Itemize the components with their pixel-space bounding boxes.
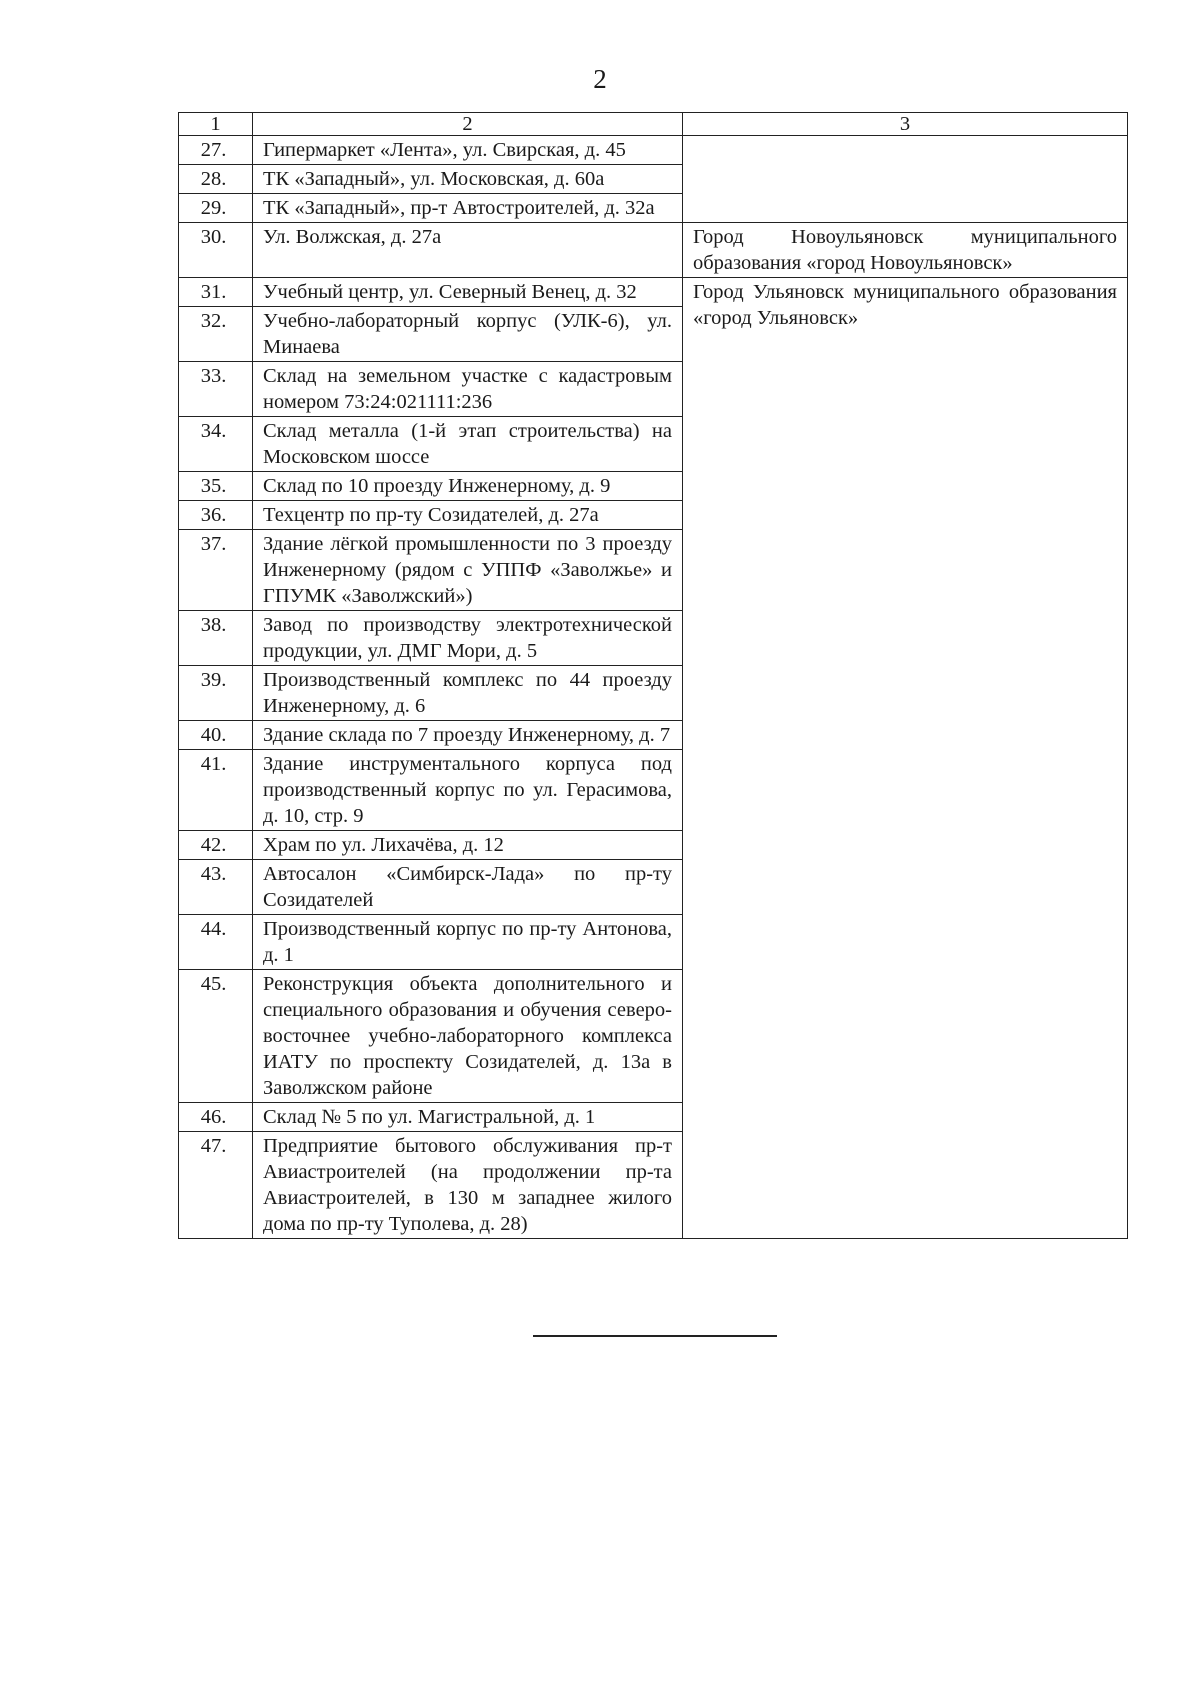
table-header-row	[179, 113, 1128, 136]
table-row	[179, 136, 1128, 165]
object-name: Реконструкция объекта дополнительного и специального образования и обучения северо-восточнее учебно-лабораторного комплекса ИАТУ по проспекту Созидателей, д. 13а в Заволжском районе	[253, 970, 683, 1103]
row-number: 46.	[179, 1103, 253, 1132]
object-name: Предприятие бытового обслуживания пр-т Авиастроителей (на продолжении пр-та Авиастроителей, в 130 м западнее жилого дома по пр-ту Туполева, д. 28)	[253, 1132, 683, 1239]
row-number: 29.	[179, 194, 253, 223]
row-number: 35.	[179, 472, 253, 501]
object-name: ТК «Западный», пр-т Автостроителей, д. 32а	[253, 194, 683, 223]
table-row	[179, 278, 1128, 307]
row-number: 44.	[179, 915, 253, 970]
objects-table	[178, 112, 1128, 1239]
row-number: 30.	[179, 223, 253, 278]
row-number: 37.	[179, 530, 253, 611]
row-number: 28.	[179, 165, 253, 194]
municipality-cell-empty	[683, 136, 1128, 223]
object-name: Техцентр по пр-ту Созидателей, д. 27а	[253, 501, 683, 530]
row-number: 40.	[179, 721, 253, 750]
object-name: Учебно-лабораторный корпус (УЛК-6), ул. Минаева	[253, 307, 683, 362]
object-name: Храм по ул. Лихачёва, д. 12	[253, 831, 683, 860]
row-number: 41.	[179, 750, 253, 831]
end-of-document-rule	[533, 1335, 777, 1337]
object-name: Здание инструментального корпуса под производственный корпус по ул. Герасимова, д. 10, стр. 9	[253, 750, 683, 831]
header-cell-3: 3	[683, 113, 1128, 136]
object-name: Производственный комплекс по 44 проезду Инженерному, д. 6	[253, 666, 683, 721]
municipality-cell-novoulyanovsk: Город Новоульяновск муниципального образования «город Новоульяновск»	[683, 223, 1128, 278]
object-name: Автосалон «Симбирск-Лада» по пр-ту Созидателей	[253, 860, 683, 915]
object-name: Учебный центр, ул. Северный Венец, д. 32	[253, 278, 683, 307]
row-number: 32.	[179, 307, 253, 362]
object-name: Склад № 5 по ул. Магистральной, д. 1	[253, 1103, 683, 1132]
row-number: 45.	[179, 970, 253, 1103]
row-number: 33.	[179, 362, 253, 417]
object-name: Производственный корпус по пр-ту Антонова, д. 1	[253, 915, 683, 970]
row-number: 34.	[179, 417, 253, 472]
object-name: ТК «Западный», ул. Московская, д. 60а	[253, 165, 683, 194]
object-name: Ул. Волжская, д. 27а	[253, 223, 683, 278]
row-number: 31.	[179, 278, 253, 307]
table-row	[179, 223, 1128, 278]
object-name: Склад на земельном участке с кадастровым номером 73:24:021111:236	[253, 362, 683, 417]
header-cell-1: 1	[179, 113, 253, 136]
row-number: 42.	[179, 831, 253, 860]
header-cell-2: 2	[253, 113, 683, 136]
row-number: 43.	[179, 860, 253, 915]
row-number: 38.	[179, 611, 253, 666]
object-name: Здание склада по 7 проезду Инженерному, д. 7	[253, 721, 683, 750]
row-number: 27.	[179, 136, 253, 165]
page-number: 2	[593, 64, 607, 94]
row-number: 36.	[179, 501, 253, 530]
object-name: Завод по производству электротехнической продукции, ул. ДМГ Мори, д. 5	[253, 611, 683, 666]
object-name: Склад по 10 проезду Инженерному, д. 9	[253, 472, 683, 501]
row-number: 39.	[179, 666, 253, 721]
object-name: Гипермаркет «Лента», ул. Свирская, д. 45	[253, 136, 683, 165]
municipality-cell-ulyanovsk: Город Ульяновск муниципального образования «город Ульяновск»	[683, 278, 1128, 1239]
row-number: 47.	[179, 1132, 253, 1239]
object-name: Здание лёгкой промышленности по 3 проезду Инженерному (рядом с УППФ «Заволжье» и ГПУМК «Заволжский»)	[253, 530, 683, 611]
object-name: Склад металла (1-й этап строительства) на Московском шоссе	[253, 417, 683, 472]
